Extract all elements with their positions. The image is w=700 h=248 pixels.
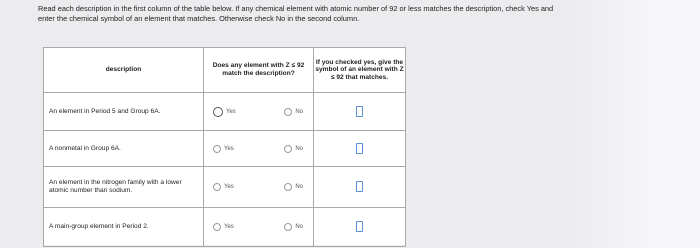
instructions-text <box>38 4 693 23</box>
element-matching-table <box>43 47 405 245</box>
row-description: A main-group element in Period 2. <box>44 208 204 247</box>
table-header-row <box>44 48 406 93</box>
row-choice-cell <box>204 131 314 167</box>
table-row <box>44 208 406 247</box>
row-choice-cell <box>204 93 314 131</box>
yes-label: Yes <box>224 145 234 152</box>
header-symbol-prompt: If you checked yes, give the symbol of an element with Z ≤ 92 that matches. <box>314 48 406 93</box>
row-description: An element in the nitrogen family with a lower atomic number than sodium. <box>44 167 204 208</box>
no-label: No <box>295 145 303 152</box>
no-label: No <box>295 184 303 190</box>
no-radio[interactable] <box>284 183 292 191</box>
no-radio[interactable] <box>284 223 292 231</box>
row-symbol-cell <box>314 208 406 247</box>
no-radio[interactable] <box>284 108 292 116</box>
row-choice-cell <box>204 167 314 208</box>
yes-radio[interactable] <box>213 183 221 191</box>
yes-option[interactable] <box>213 183 234 191</box>
yes-label: Yes <box>224 224 234 230</box>
yes-option[interactable] <box>213 223 234 231</box>
symbol-input[interactable] <box>356 106 363 117</box>
row-symbol-cell <box>314 167 406 208</box>
yes-label: Yes <box>226 108 236 115</box>
header-match-question: Does any element with Z ≤ 92 match the description? <box>204 48 314 93</box>
row-description: A nonmetal in Group 6A. <box>44 131 204 167</box>
no-label: No <box>295 224 303 230</box>
table-row <box>44 93 406 131</box>
symbol-input[interactable] <box>356 181 363 192</box>
table-row <box>44 167 406 208</box>
no-radio[interactable] <box>284 145 292 153</box>
row-symbol-cell <box>314 131 406 167</box>
no-label: No <box>295 108 303 115</box>
yes-radio[interactable] <box>213 107 223 117</box>
symbol-input[interactable] <box>356 221 363 232</box>
table-row <box>44 131 406 167</box>
yes-label: Yes <box>224 184 234 190</box>
yes-option[interactable] <box>213 107 236 117</box>
row-choice-cell <box>204 208 314 247</box>
header-description: description <box>44 48 204 93</box>
background-fade <box>570 0 700 248</box>
row-symbol-cell <box>314 93 406 131</box>
no-option[interactable] <box>284 108 303 116</box>
row-description: An element in Period 5 and Group 6A. <box>44 93 204 131</box>
no-option[interactable] <box>284 183 303 191</box>
no-option[interactable] <box>284 223 303 231</box>
yes-radio[interactable] <box>213 223 221 231</box>
matching-table <box>43 47 406 247</box>
no-option[interactable] <box>284 145 303 153</box>
instructions-line-2: enter the chemical symbol of an element that matches. Otherwise check No in the second column. <box>38 13 360 23</box>
symbol-input[interactable] <box>356 143 363 154</box>
yes-option[interactable] <box>213 145 234 153</box>
instructions-line-1: Read each description in the first column of the table below. If any chemical element with atomic number of 92 or less matches the description, check Yes and <box>38 4 554 13</box>
yes-radio[interactable] <box>213 145 221 153</box>
